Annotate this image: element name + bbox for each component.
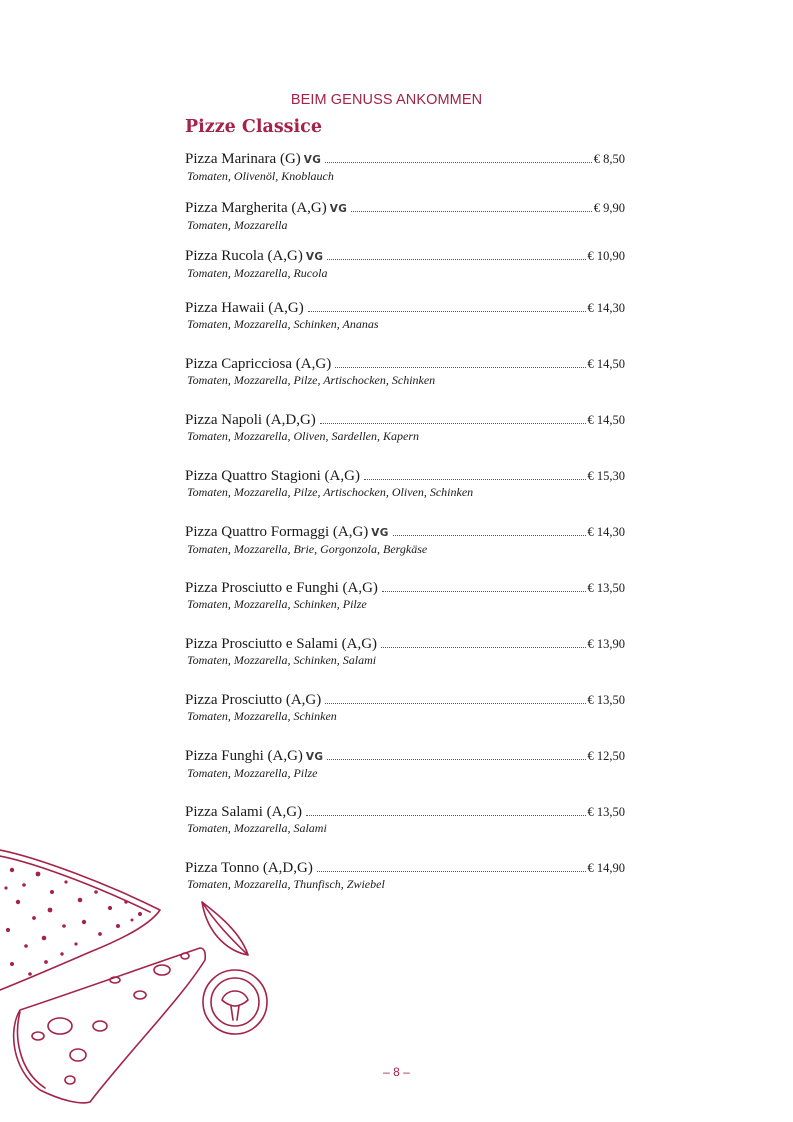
menu-item-description: Tomaten, Mozzarella, Thunfisch, Zwiebel [187, 877, 385, 891]
menu-item-line [185, 467, 625, 485]
menu-item-description: Tomaten, Olivenöl, Knoblauch [187, 169, 334, 183]
menu-item [185, 747, 625, 781]
dot-leader [382, 590, 586, 592]
dot-leader [308, 310, 586, 312]
menu-item-price: € 8,50 [593, 152, 625, 166]
menu-item-description: Tomaten, Mozzarella, Schinken, Pilze [187, 597, 367, 611]
menu-item-description: Tomaten, Mozzarella, Pilze [187, 766, 318, 780]
dot-leader [393, 534, 586, 536]
menu-item [185, 355, 625, 388]
menu-item-price: € 14,50 [587, 413, 625, 427]
menu-item-description: Tomaten, Mozzarella, Oliven, Sardellen, Kapern [187, 429, 419, 443]
menu-item-description: Tomaten, Mozzarella, Brie, Gorgonzola, Bergkäse [187, 542, 428, 556]
menu-item [185, 247, 625, 281]
menu-item [185, 523, 625, 557]
dot-leader [381, 646, 585, 648]
menu-item [185, 579, 625, 612]
dot-leader [327, 258, 585, 260]
vegetarian-badge: VG [371, 527, 389, 539]
menu-item-description: Tomaten, Mozzarella, Schinken, Salami [187, 653, 377, 667]
dot-leader [320, 422, 586, 424]
vegetarian-badge: VG [305, 251, 324, 263]
dot-leader [335, 366, 585, 368]
menu-item-description: Tomaten, Mozzarella, Salami [187, 821, 327, 835]
menu-item-line [185, 523, 625, 542]
menu-item-name: Pizza Funghi (A,G) [185, 748, 303, 764]
dot-leader [325, 702, 585, 704]
menu-item-line [185, 150, 625, 169]
vegetarian-badge: VG [329, 203, 348, 215]
menu-item-line [185, 747, 625, 766]
section-title: Pizze Classice [185, 117, 322, 137]
pizza-illustration-icon [0, 830, 290, 1110]
menu-item-name: Pizza Margherita (A,G) [185, 200, 327, 216]
menu-item-name: Pizza Marinara (G) [185, 151, 301, 167]
menu-item-name: Pizza Capricciosa (A,G) [185, 356, 332, 372]
menu-item [185, 299, 625, 332]
menu-item [185, 635, 625, 668]
menu-item-price: € 13,50 [587, 805, 625, 819]
menu-item [185, 150, 625, 184]
menu-item-line [185, 803, 625, 821]
menu-item-price: € 9,90 [593, 201, 625, 215]
menu-item-price: € 14,30 [587, 525, 625, 539]
menu-item-price: € 14,90 [587, 861, 625, 875]
menu-item-name: Pizza Prosciutto (A,G) [185, 692, 322, 708]
menu-item [185, 411, 625, 444]
page-number: – 8 – [383, 1065, 410, 1079]
menu-item-line [185, 691, 625, 709]
menu-item-price: € 13,50 [587, 693, 625, 707]
menu-item-price: € 13,90 [587, 637, 625, 651]
menu-item-description: Tomaten, Mozzarella [187, 218, 288, 232]
menu-item-name: Pizza Tonno (A,D,G) [185, 860, 313, 876]
menu-item-description: Tomaten, Mozzarella, Pilze, Artischocken, Oliven, Schinken [187, 485, 474, 499]
menu-item-name: Pizza Quattro Formaggi (A,G) [185, 524, 369, 540]
menu-item-name: Pizza Napoli (A,D,G) [185, 412, 316, 428]
menu-item-line [185, 635, 625, 653]
menu-item-price: € 15,30 [587, 469, 625, 483]
menu-item-line [185, 299, 625, 317]
vegetarian-badge: VG [303, 154, 322, 166]
menu-item-line [185, 355, 625, 373]
menu-item-name: Pizza Rucola (A,G) [185, 248, 303, 264]
menu-item-line [185, 579, 625, 597]
menu-item-price: € 10,90 [587, 249, 625, 263]
menu-item-name: Pizza Salami (A,G) [185, 804, 303, 820]
menu-item-name: Pizza Hawaii (A,G) [185, 300, 304, 316]
menu-item [185, 467, 625, 500]
menu-item-description: Tomaten, Mozzarella, Rucola [187, 266, 328, 280]
menu-item-price: € 14,50 [587, 357, 625, 371]
menu-item-name: Pizza Prosciutto e Salami (A,G) [185, 636, 378, 652]
page-header: BEIM GENUSS ANKOMMEN [290, 92, 483, 108]
menu-item-line [185, 247, 625, 266]
dot-leader [364, 478, 586, 480]
menu-item-line [185, 411, 625, 429]
menu-item-description: Tomaten, Mozzarella, Pilze, Artischocken, Schinken [187, 373, 436, 387]
dot-leader [351, 210, 592, 212]
dot-leader [306, 814, 585, 816]
menu-item-description: Tomaten, Mozzarella, Schinken [187, 709, 337, 723]
menu-item [185, 199, 625, 233]
dot-leader [327, 758, 585, 760]
menu-item-price: € 13,50 [587, 581, 625, 595]
menu-item-name: Pizza Prosciutto e Funghi (A,G) [185, 580, 378, 596]
menu-item [185, 691, 625, 724]
menu-item-price: € 14,30 [587, 301, 625, 315]
vegetarian-badge: VG [305, 751, 324, 763]
menu-item-description: Tomaten, Mozzarella, Schinken, Ananas [187, 317, 379, 331]
menu-item-line [185, 199, 625, 218]
dot-leader [325, 161, 592, 163]
menu-item-name: Pizza Quattro Stagioni (A,G) [185, 468, 360, 484]
dot-leader [317, 870, 586, 872]
menu-item-price: € 12,50 [587, 749, 625, 763]
